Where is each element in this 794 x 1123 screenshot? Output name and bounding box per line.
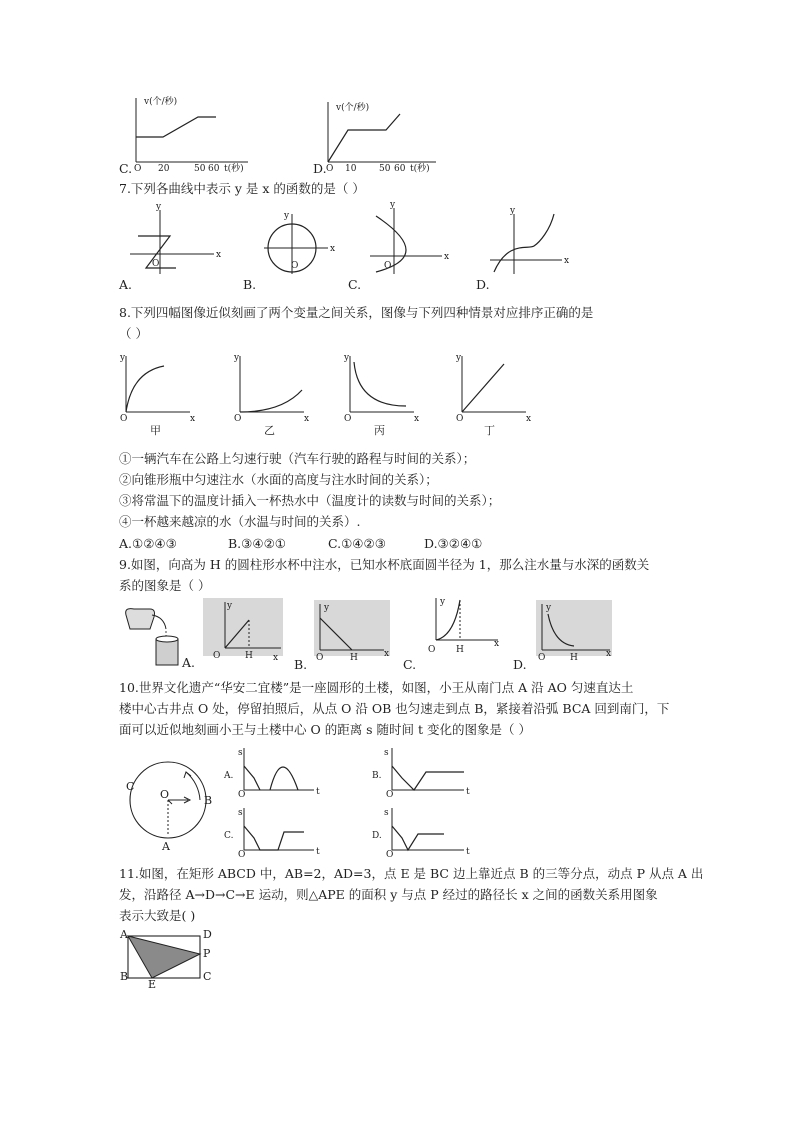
q8-graph-yi: [232, 350, 312, 437]
svg-text:H: H: [570, 653, 578, 663]
q7-option-a: A.: [119, 277, 133, 292]
q6-graph-d: [318, 100, 448, 172]
svg-text:y: y: [510, 206, 516, 216]
q11-stem-3: 表示大致是( ): [119, 908, 196, 923]
svg-text:O: O: [120, 414, 128, 424]
q11-rectangle-figure: [118, 930, 214, 992]
q9-option-b: B.: [294, 657, 308, 672]
svg-text:50: 50: [379, 164, 391, 174]
svg-text:t(秒): t(秒): [224, 164, 244, 174]
svg-text:x: x: [273, 653, 279, 663]
q8-scenario-4: ④一杯越来越凉的水（水温与时间的关系）.: [119, 514, 361, 529]
q8-graph-jia: [118, 350, 198, 437]
svg-text:x: x: [606, 649, 612, 659]
q8-paren: （ ）: [119, 326, 148, 341]
q7-graph-d: [488, 206, 578, 276]
q10-option-c: C.: [224, 831, 234, 841]
q10-label-c: C: [126, 780, 135, 793]
svg-text:x: x: [216, 250, 222, 260]
q7-graph-a: [128, 202, 228, 276]
svg-text:x: x: [414, 414, 420, 424]
svg-text:O: O: [316, 653, 324, 663]
q10-option-a: A.: [224, 771, 234, 781]
q9-option-d: D.: [513, 657, 527, 672]
svg-text:60: 60: [394, 164, 406, 174]
svg-text:x: x: [384, 649, 390, 659]
q11-label-b: B: [120, 970, 129, 983]
svg-text:H: H: [350, 653, 358, 663]
q7-graph-c: [368, 200, 458, 276]
q10-label-o: O: [160, 788, 170, 801]
svg-text:t: t: [466, 787, 470, 797]
q7-option-d: D.: [476, 277, 490, 292]
svg-text:s: s: [238, 748, 243, 758]
svg-text:O: O: [134, 164, 142, 174]
q8-choice-c: C.①④②③: [328, 536, 386, 551]
q10-tulou-circle: [124, 760, 220, 856]
svg-text:y: y: [156, 202, 162, 212]
svg-text:x: x: [304, 414, 310, 424]
svg-text:y: y: [344, 353, 350, 363]
q10-stem-3: 面可以近似地刻画小王与土楼中心 O 的距离 s 随时间 t 变化的图象是（ ）: [119, 722, 532, 737]
svg-text:O: O: [386, 790, 394, 800]
svg-text:O: O: [326, 164, 334, 174]
q8-label-ding: 丁: [484, 424, 495, 437]
q10-graph-a: [224, 746, 320, 798]
q11-label-a: A: [120, 928, 128, 941]
q7-option-b: B.: [243, 277, 257, 292]
svg-text:y: y: [284, 211, 290, 221]
svg-text:t: t: [316, 847, 320, 857]
q6-graph-c: [118, 92, 258, 172]
q8-graph-ding: [454, 350, 534, 437]
svg-text:O: O: [386, 850, 394, 860]
q9-option-a: A.: [182, 655, 196, 670]
graph-d-y-label: v(个/秒): [336, 103, 370, 113]
q8-label-bing: 丙: [374, 424, 385, 437]
q11-label-d: D: [203, 928, 212, 941]
q7-stem: 7.下列各曲线中表示 y 是 x 的函数的是（ ）: [119, 181, 365, 196]
svg-text:O: O: [238, 790, 246, 800]
q8-choice-b: B.③④②①: [228, 536, 286, 551]
svg-text:y: y: [227, 601, 233, 611]
svg-text:s: s: [384, 808, 389, 818]
q10-label-a: A: [162, 840, 170, 853]
svg-text:H: H: [245, 651, 253, 661]
svg-text:O: O: [538, 653, 546, 663]
graph-c-y-label: v(个/秒): [144, 97, 178, 107]
svg-text:x: x: [526, 414, 532, 424]
q11-label-e: E: [148, 978, 157, 991]
q8-scenario-1: ①一辆汽车在公路上匀速行驶（汽车行驶的路程与时间的关系）；: [119, 451, 476, 466]
q9-graph-d: [536, 600, 616, 666]
svg-text:y: y: [234, 353, 240, 363]
q8-stem: 8.下列四幅图像近似刻画了两个变量之间关系，图像与下列四种情景对应排序正确的是: [119, 305, 594, 320]
svg-text:O: O: [238, 850, 246, 860]
q8-choice-a: A.①②④③: [119, 536, 177, 551]
q10-graph-b: [372, 746, 472, 798]
svg-text:y: y: [324, 603, 330, 613]
q10-graph-c: [224, 806, 320, 858]
svg-text:y: y: [456, 353, 462, 363]
q8-label-jia: 甲: [150, 424, 161, 437]
q8-graph-bing: [342, 350, 422, 437]
q7-graph-b: [262, 210, 342, 276]
q11-label-c: C: [203, 970, 212, 983]
q7-option-c: C.: [348, 277, 362, 292]
svg-text:O: O: [344, 414, 352, 424]
q9-graph-a: [203, 598, 283, 666]
q9-stem-2: 系的图象是（ ）: [119, 578, 211, 593]
svg-text:t: t: [316, 787, 320, 797]
svg-text:20: 20: [158, 164, 170, 174]
svg-text:H: H: [456, 645, 464, 655]
svg-text:t(秒): t(秒): [410, 164, 430, 174]
q9-graph-c: [424, 596, 504, 658]
svg-text:s: s: [238, 808, 243, 818]
svg-text:O: O: [291, 261, 299, 271]
svg-text:O: O: [456, 414, 464, 424]
svg-text:O: O: [213, 651, 221, 661]
q11-label-p: P: [203, 947, 211, 960]
q10-stem-2: 楼中心古井点 O 处，停留拍照后，从点 O 沿 OB 也匀速走到点 B，紧接着沿弧 BCA 回到南门，下: [119, 701, 670, 716]
svg-text:x: x: [564, 256, 570, 266]
kettle-cup-illustration: [120, 605, 182, 667]
q8-scenario-3: ③将常温下的温度计插入一杯热水中（温度计的读数与时间的关系）；: [119, 493, 501, 508]
q9-stem-1: 9.如图，向高为 H 的圆柱形水杯中注水，已知水杯底面圆半径为 1，那么注水量与水深的函数关: [119, 557, 650, 572]
svg-text:y: y: [440, 597, 446, 607]
q10-option-d: D.: [372, 831, 382, 841]
q8-choice-d: D.③②④①: [424, 536, 483, 551]
q9-option-c: C.: [403, 657, 417, 672]
q10-stem-1: 10.世界文化遗产“华安二宜楼”是一座圆形的土楼，如图，小王从南门点 A 沿 AO 匀速直达土: [119, 680, 634, 695]
svg-text:s: s: [384, 748, 389, 758]
q9-graph-b: [314, 600, 394, 666]
svg-text:x: x: [494, 639, 500, 649]
q10-label-b: B: [204, 794, 213, 807]
q8-scenario-2: ②向锥形瓶中匀速注水（水面的高度与注水时间的关系）；: [119, 472, 438, 487]
q11-stem-2: 发，沿路径 A→D→C→E 运动，则△APE 的面积 y 与点 P 经过的路径长 x 之间的函数关系用图象: [119, 887, 658, 902]
svg-text:O: O: [234, 414, 242, 424]
q10-graph-d: [372, 806, 472, 858]
svg-text:x: x: [444, 252, 450, 262]
svg-text:x: x: [330, 244, 336, 254]
svg-text:y: y: [546, 603, 552, 613]
svg-text:O: O: [152, 259, 160, 269]
svg-text:x: x: [190, 414, 196, 424]
q6-option-c: C.: [119, 161, 133, 176]
q8-label-yi: 乙: [264, 424, 275, 437]
q11-stem-1: 11.如图，在矩形 ABCD 中，AB=2，AD=3，点 E 是 BC 边上靠近点 B 的三等分点，动点 P 从点 A 出: [119, 866, 704, 881]
svg-text:60: 60: [208, 164, 220, 174]
svg-text:O: O: [428, 645, 436, 655]
svg-text:10: 10: [345, 164, 357, 174]
svg-text:y: y: [390, 200, 396, 210]
q10-option-b: B.: [372, 771, 382, 781]
svg-text:y: y: [120, 353, 126, 363]
svg-text:50: 50: [194, 164, 206, 174]
svg-text:t: t: [466, 847, 470, 857]
svg-text:O: O: [384, 261, 392, 271]
q6-option-d: D.: [313, 161, 327, 176]
